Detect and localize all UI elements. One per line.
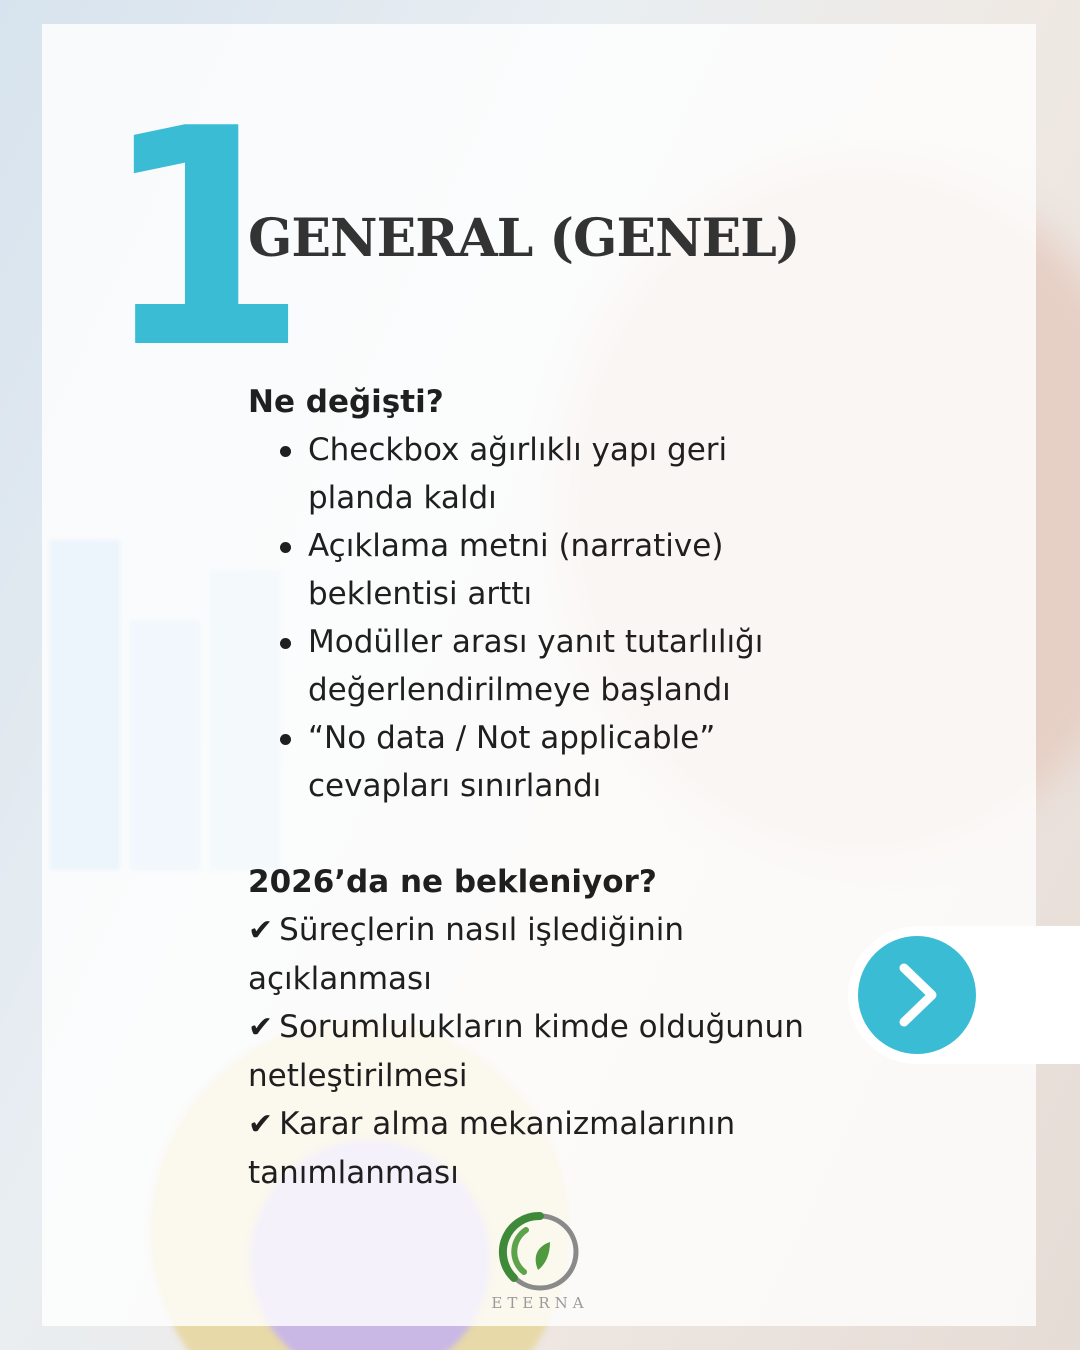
list-item: Modüller arası yanıt tutarlılığı değerlendirilmeye başlandı — [248, 618, 838, 714]
changes-list — [248, 426, 838, 810]
checkmark-icon: ✔ — [248, 913, 274, 948]
list-item: ✔ Süreçlerin nasıl işlediğinin açıklanması — [248, 912, 685, 997]
page-title: GENERAL (GENEL) — [248, 208, 800, 269]
bullet-icon — [280, 638, 291, 649]
list-item: ✔ Sorumlulukların kimde olduğunun netleştirilmesi — [248, 1009, 804, 1094]
list-item: Açıklama metni (narrative) beklentisi arttı — [248, 522, 838, 618]
checkmark-icon: ✔ — [248, 1107, 274, 1142]
section-heading-changes: Ne değişti? — [248, 384, 444, 420]
section-heading-expectations: 2026’da ne bekleniyor? — [248, 864, 657, 900]
bullet-icon — [280, 446, 291, 457]
list-item: Checkbox ağırlıklı yapı geri planda kaldı — [248, 426, 838, 522]
brand-logo — [480, 1210, 600, 1320]
bullet-icon — [280, 734, 291, 745]
list-item: ✔ Karar alma mekanizmalarının tanımlanması — [248, 1106, 736, 1191]
logo-text: ETERNA — [491, 1294, 589, 1312]
checkmark-icon: ✔ — [248, 1010, 274, 1045]
chevron-right-icon[interactable] — [858, 936, 976, 1054]
leaf-ring-icon — [480, 1210, 600, 1294]
content-body — [248, 378, 838, 1197]
list-item: “No data / Not applicable” cevapları sınırlandı — [248, 714, 838, 810]
bullet-icon — [280, 542, 291, 553]
slide-number: 1 — [100, 65, 299, 414]
